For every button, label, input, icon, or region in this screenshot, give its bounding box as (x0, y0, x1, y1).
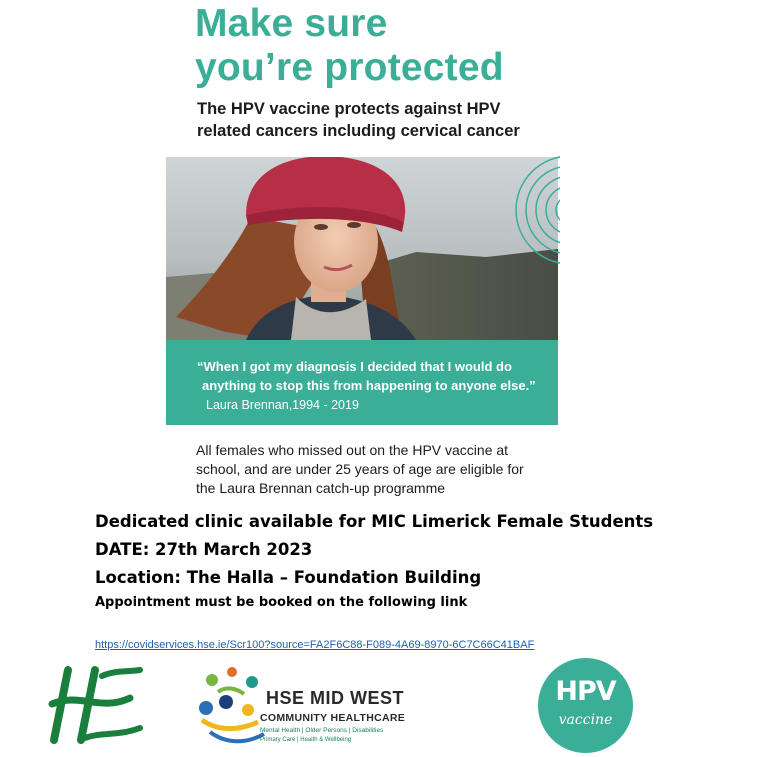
quote (197, 357, 536, 395)
clinic-heading: Dedicated clinic available for MIC Limerick Female Students (95, 512, 654, 531)
hse-mid-west-logo (196, 660, 486, 750)
quote-line-2: anything to stop this from happening to anyone else.” (202, 378, 536, 393)
subheadline (197, 98, 520, 142)
portrait-photo (166, 157, 558, 340)
clinic-details (95, 508, 653, 614)
headline (195, 2, 504, 90)
booking-note: Appointment must be booked on the following link (95, 595, 468, 610)
concentric-rings-decoration (508, 135, 560, 285)
portrait-illustration (166, 157, 558, 340)
mid-west-services-2: Primary Care | Health & Wellbeing (260, 737, 352, 743)
eligibility-line-2: school, and are under 25 years of age are eligible for (196, 461, 524, 477)
subheadline-line-2: related cancers including cervical cancer (197, 122, 520, 140)
hpv-vaccine-badge (538, 658, 633, 753)
mid-west-title: HSE MID WEST (266, 688, 405, 708)
hpv-badge-sub: vaccine (558, 712, 613, 728)
hse-logo-icon (40, 662, 150, 747)
headline-line-1: Make sure (195, 2, 388, 45)
hpv-badge-main: HPV (555, 676, 616, 707)
headline-line-2: you’re protected (195, 46, 504, 89)
clinic-location: Location: The Halla – Foundation Building (95, 568, 482, 587)
eligibility-line-3: the Laura Brennan catch-up programme (196, 480, 446, 496)
eligibility-line-1: All females who missed out on the HPV vaccine at (196, 442, 509, 458)
mid-west-subtitle: COMMUNITY HEALTHCARE (260, 712, 406, 724)
subheadline-line-1: The HPV vaccine protects against HPV (197, 100, 501, 118)
quote-attribution: Laura Brennan,1994 - 2019 (206, 398, 359, 412)
clinic-date: DATE: 27th March 2023 (95, 540, 313, 559)
quote-line-1: “When I got my diagnosis I decided that I would do (197, 359, 512, 374)
booking-link[interactable]: https://covidservices.hse.ie/Scr100?source=FA2F6C88-F089-4A69-8970-6C7C66C41BAF (95, 639, 535, 651)
eligibility-text (196, 441, 524, 498)
mid-west-services: Mental Health | Older Persons | Disabilities (260, 727, 384, 734)
